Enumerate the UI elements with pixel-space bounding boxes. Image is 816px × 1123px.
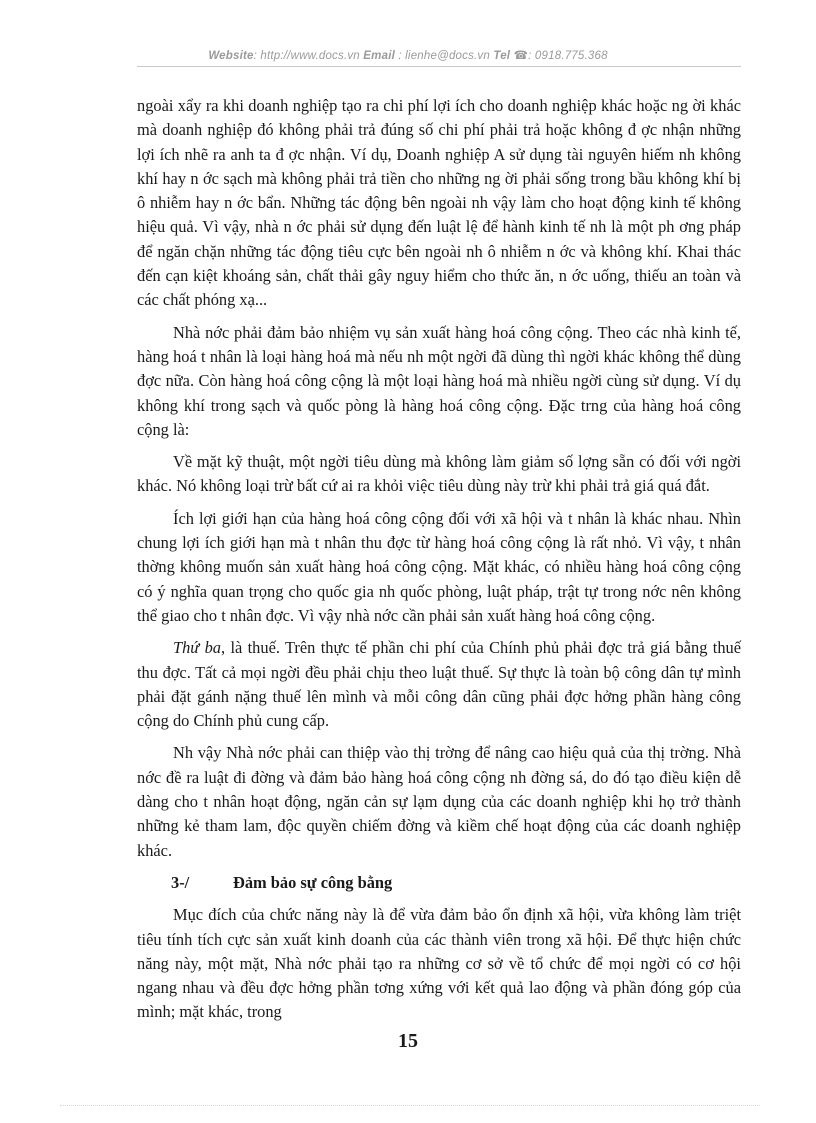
paragraph-5 (137, 636, 741, 733)
paragraph-2: Nhà nớc phải đảm bảo nhiệm vụ sản xuất hàng hoá công cộng. Theo các nhà kinh tế, hàng hoá t nhân là loại hàng hoá mà nếu nh một ngời đã dùng thì ngời khác không thể dùng đợc nữa. Còn hàng hoá công cộng là một loại hàng hoá mà nhiều ngời cùng sử dụng. Ví dụ không khí trong sạch và quốc pòng là hàng hoá công cộng. Đặc trng của hàng hoá công cộng là: (137, 322, 741, 439)
header-rule (137, 66, 741, 67)
paragraph-7: Mục đích của chức năng này là để vừa đảm bảo ổn định xã hội, vừa không làm triệt tiêu tính tích cực sản xuất kinh doanh của các thành viên trong xã hội. Để thực hiện chức năng này, một mặt, Nhà nớc phải tạo ra những cơ sở về tổ chức để mọi ngời có cơ hội ngang nhau và đều đợc hởng phần tơng xứng với kết quả lao động và phần đóng góp của mình; mặt khác, trong (137, 905, 741, 1022)
website-label: Website (208, 50, 254, 62)
paragraph-6: Nh vậy Nhà nớc phải can thiệp vào thị trờng để nâng cao hiệu quả của thị trờng. Nhà nớc đề ra luật đi đờng và đảm bảo hàng hoá công cộng nh đờng sá, do đó tạo điều kiện dễ dàng cho t nhân hoạt động, ngăn cản sự lạm dụng của các doanh nghiệp khi họ trở thành những kẻ tham lam, độc quyền chiếm đờng và kiềm chế hoạt động của các doanh nghiệp khác. (137, 743, 741, 860)
page-body (137, 94, 741, 1033)
paragraph-5-italic: Thứ ba (173, 638, 221, 658)
section-heading (171, 871, 741, 895)
page-number: 15 (398, 1030, 418, 1052)
paragraph-5-text: , là thuế. Trên thực tế phần chi phí của Chính phủ phải đợc trả giá bằng thuế thu đợc. Tất cả mọi ngời đều phải chịu theo luật thuế. Sự thực là toàn bộ công dân tự mình phải đặt gánh nặng thuế lên mình và mỗi công dân cũng phải đợc hởng phần hàng công cộng do Chính phủ cung cấp. (137, 638, 741, 731)
email-label: Email (363, 50, 395, 62)
paragraph-4: Ích lợi giới hạn của hàng hoá công cộng đối với xã hội và t nhân là khác nhau. Nhìn chung lợi ích giới hạn mà t nhân thu đợc từ hàng hoá công cộng là rất nhỏ. Vì vậy, t nhân thờng không muốn sản xuất hàng hoá công cộng. Mặt khác, có nhiều hàng hoá công cộng có ý nghĩa quan trọng cho quốc gia nh quốc phòng, luật pháp, trật tự trong nớc nên không thể giao cho t nhân đợc. Vì vậy nhà nớc cần phải sản xuất hàng hoá công cộng. (137, 508, 741, 625)
section-title: Đảm bảo sự công bằng (233, 872, 393, 892)
website-value: : http://www.docs.vn (253, 50, 360, 62)
phone-icon: ☎ (513, 50, 529, 62)
page-header (0, 48, 816, 62)
footer-rule (60, 1105, 760, 1106)
paragraph-3: Về mặt kỹ thuật, một ngời tiêu dùng mà không làm giảm số lợng sẵn có đối với ngời khác. Nó không loại trừ bất cứ ai ra khỏi việc tiêu dùng này trừ khi phải trả giá quá đắt. (137, 452, 741, 496)
paragraph-1: ngoài xẩy ra khi doanh nghiệp tạo ra chi phí lợi ích cho doanh nghiệp khác hoặc ng ời khác mà doanh nghiệp đó không phải trả đúng số chi phí phải trả hoặc không đ ợc nhận những lợi ích nhẽ ra anh ta đ ợc nhận. Ví dụ, Doanh nghiệp A sử dụng tài nguyên hiếm nh không khí hay n ớc sạch mà không phải trả tiền cho những ng ời phải sống trong bầu không khí bị ô nhiễm hay n ớc bẩn. Những tác động bên ngoài nh vậy làm cho hoạt động kinh tế không hiệu quả. Vì vậy, nhà n ớc phải sử dụng đến luật lệ để hành kinh tế nh là một ph ơng pháp để ngăn chặn những tác động tiêu cực bên ngoài nh ô nhiễm n ớc và không khí. Khai thác đến cạn kiệt khoáng sản, chất thải gây nguy hiểm cho thức ăn, n ớc uống, thiếu an toàn và các chất phóng xạ... (137, 96, 741, 310)
email-value: : lienhe@docs.vn (398, 50, 490, 62)
tel-label: Tel (493, 50, 511, 62)
section-number: 3-/ (171, 872, 190, 892)
tel-value: : 0918.775.368 (528, 50, 608, 62)
